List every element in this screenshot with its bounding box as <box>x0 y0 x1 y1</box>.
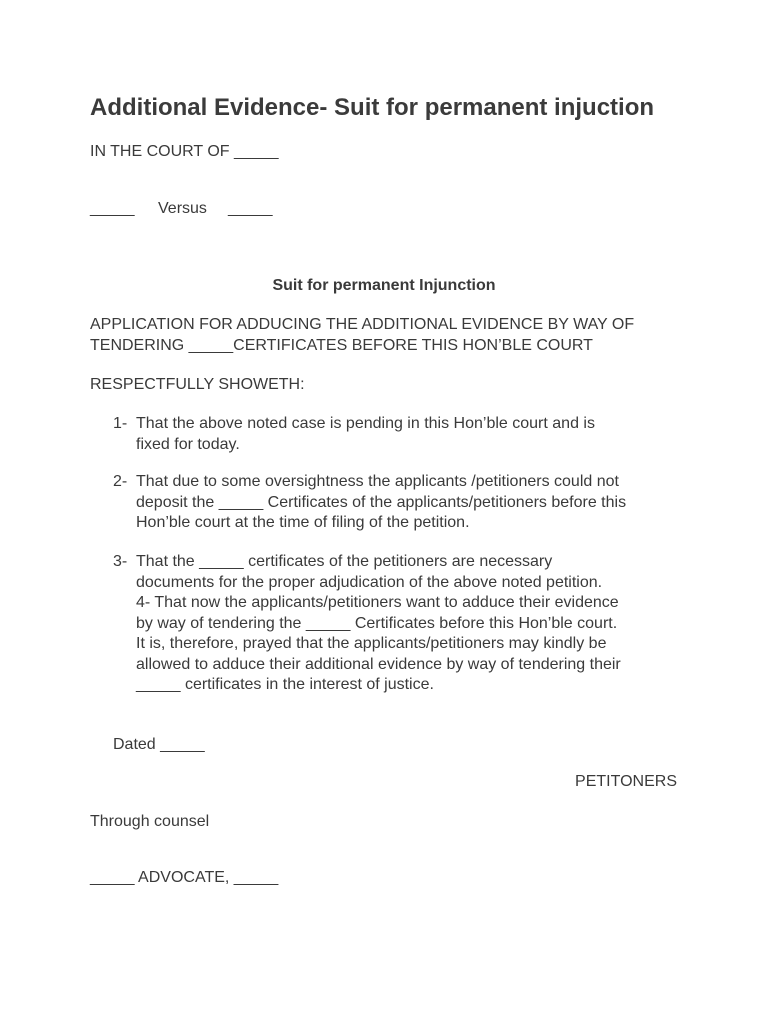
document-title: Additional Evidence- Suit for permanent injuction <box>90 94 655 121</box>
versus-label: Versus <box>158 200 207 217</box>
item-line: Hon’ble court at the time of filing of the petition. <box>136 514 470 531</box>
item-line: by way of tendering the _____ Certificates before this Hon’ble court. <box>136 614 618 632</box>
item-number: 2- <box>113 473 128 490</box>
item-line: fixed for today. <box>136 435 240 453</box>
numbered-item-2 <box>113 472 683 534</box>
petitioners-label: PETITONERS <box>575 773 677 790</box>
item-line: That the above noted case is pending in this Hon’ble court and is <box>136 415 595 432</box>
item-number: 3- <box>113 553 128 570</box>
through-counsel: Through counsel <box>90 813 210 830</box>
item-line: 4- That now the applicants/petitioners want to adduce their evidence <box>136 594 619 611</box>
item-line: _____ certificates in the interest of justice. <box>136 676 434 693</box>
item-body <box>136 414 683 455</box>
item-line: That the _____ certificates of the petitioners are necessary <box>136 553 553 570</box>
item-body <box>136 472 683 534</box>
respectfully-showeth: RESPECTFULLY SHOWETH: <box>90 376 305 393</box>
item-line: allowed to adduce their additional evidence by way of tendering their <box>136 655 621 673</box>
item-line: That due to some oversightness the applicants /petitioners could not <box>136 473 619 490</box>
dated-line: Dated _____ <box>113 736 205 753</box>
court-line: IN THE COURT OF _____ <box>90 143 279 160</box>
numbered-item-3 <box>113 552 683 696</box>
item-number: 1- <box>113 415 128 432</box>
parties-line <box>90 199 273 220</box>
item-line: documents for the proper adjudication of the above noted petition. <box>136 573 603 591</box>
suit-subtitle: Suit for permanent Injunction <box>272 277 496 294</box>
item-body <box>136 552 683 696</box>
item-line: It is, therefore, prayed that the applicants/petitioners may kindly be <box>136 635 607 652</box>
advocate-line: _____ ADVOCATE, _____ <box>90 869 279 886</box>
application-heading: APPLICATION FOR ADDUCING THE ADDITIONAL EVIDENCE BY WAY OF TENDERING _____CERTIFICATES BEFORE THIS HON’BLE COURT <box>90 316 635 354</box>
party-right-blank: _____ <box>228 200 273 217</box>
item-line: deposit the _____ Certificates of the applicants/petitioners before this <box>136 493 627 511</box>
party-left-blank: _____ <box>90 200 135 217</box>
numbered-item-1 <box>113 414 683 455</box>
